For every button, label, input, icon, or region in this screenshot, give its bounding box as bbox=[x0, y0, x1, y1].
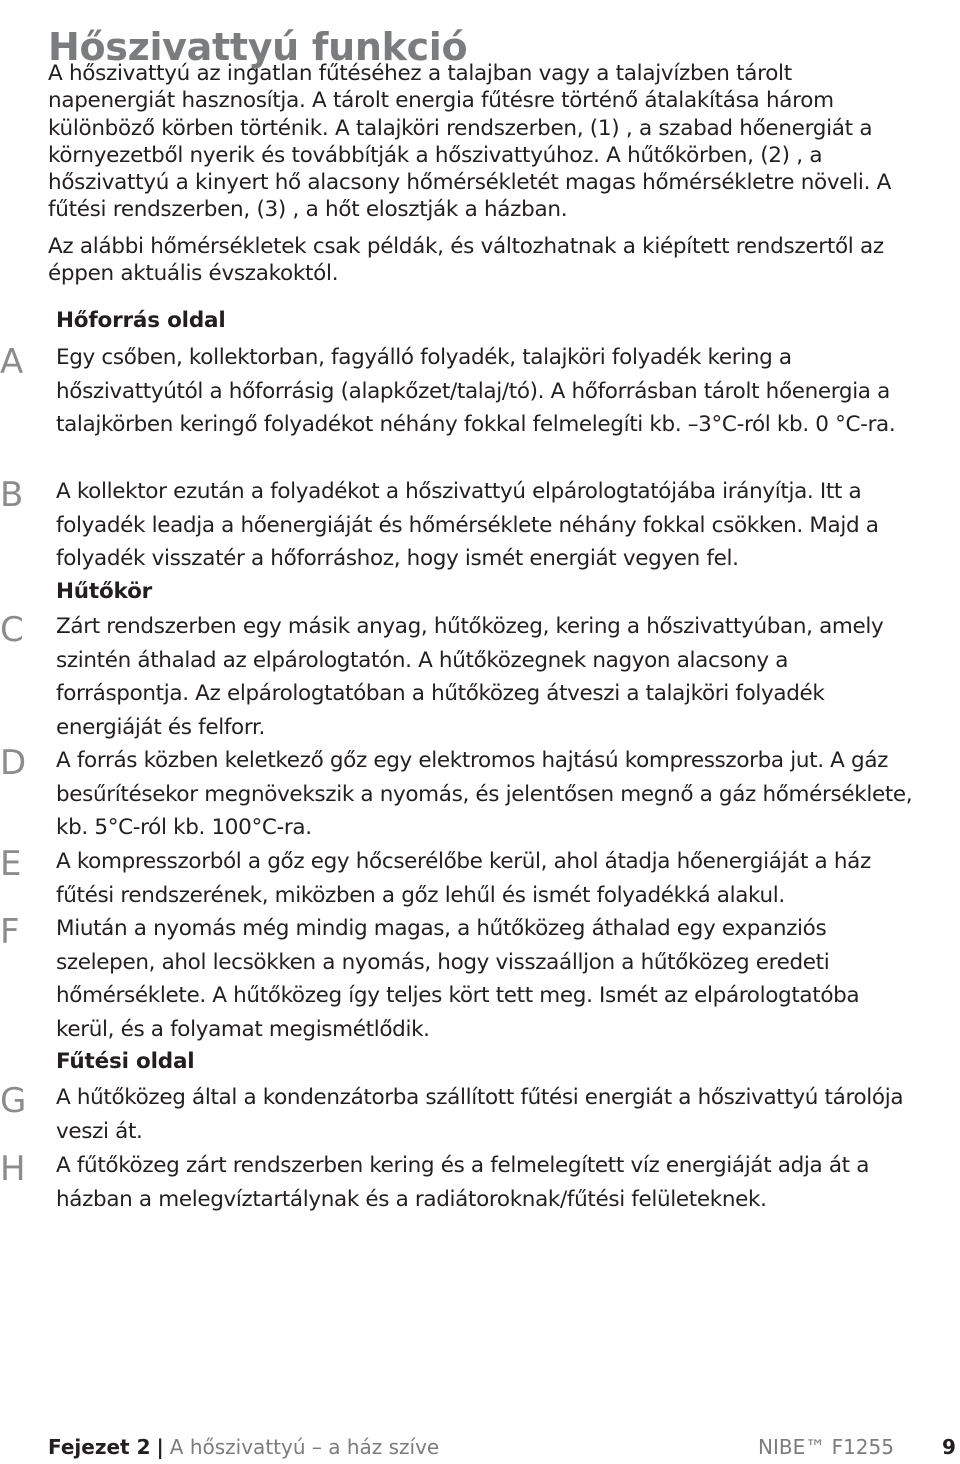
step-letter-a: A bbox=[0, 342, 24, 382]
step-text-g: A hűtőközeg által a kondenzátorba szállított fűtési energiát a hőszivattyú tárolója veszi át. bbox=[56, 1085, 904, 1144]
footer-product: NIBE™ F1255 bbox=[758, 1435, 894, 1459]
step-letter-e: E bbox=[0, 844, 22, 884]
section-title-heat-source: Hőforrás oldal bbox=[56, 308, 226, 333]
step-text-d: A forrás közben keletkező gőz egy elektromos hajtású kompresszorba jut. A gáz besűrítésekor megnövekszik a nyomás, és jelentősen megnő a gáz hőmérséklete, kb. 5°C-ról kb. 100°C-ra. bbox=[56, 748, 913, 840]
section-title-refrigerant: Hűtőkör bbox=[56, 579, 153, 604]
footer-chapter: Fejezet 2 bbox=[48, 1435, 151, 1459]
step-text-e: A kompresszorból a gőz egy hőcserélőbe kerül, ahol átadja hőenergiáját a ház fűtési rendszerének, miközben a gőz lehűl és ismét folyadékká alakul. bbox=[56, 849, 871, 908]
intro-paragraph: Az alábbi hőmérsékletek csak példák, és változhatnak a kiépített rendszertől az éppen aktuális évszakoktól. bbox=[48, 233, 884, 287]
page-footer bbox=[48, 1433, 960, 1463]
footer-subtitle: A hőszivattyú – a ház szíve bbox=[169, 1435, 440, 1459]
section-heat-source bbox=[56, 304, 912, 338]
page-title: Hőszivattyú funkció bbox=[48, 25, 468, 70]
intro bbox=[48, 60, 898, 296]
step-letter-c: C bbox=[0, 610, 24, 650]
intro-paragraph: A hőszivattyú az ingatlan fűtéséhez a talajban vagy a talajvízben tárolt napenergiát hasznosítja. A tárolt energia fűtésre történő átalakítása három különböző körben történik. A talajköri rendszerben, (1) , a szabad hőenergiát a környezetből nyerik és továbbítják a hőszivattyúhoz. A hűtőkörben, (2) , a hőszivattyú a kinyert hő alacsony hőmérsékletét magas hőmérsékletre növeli. A fűtési rendszerben, (3) , a hőt elosztják a házban. bbox=[48, 61, 892, 223]
step-text-c: Zárt rendszerben egy másik anyag, hűtőközeg, kering a hőszivattyúban, amely szintén áthalad az elpárologtatón. A hűtőközegnek nagyon alacsony a forráspontja. Az elpárologtatóban a hűtőközeg átveszi a talajköri folyadék energiáját és felforr. bbox=[56, 614, 884, 740]
section-title-heating: Fűtési oldal bbox=[56, 1049, 195, 1074]
section-refrigerant bbox=[56, 575, 912, 609]
step-text-h: A fűtőközeg zárt rendszerben kering és a felmelegített víz energiáját adja át a házban a melegvíztartálynak és a radiátoroknak/fűtési felületeknek. bbox=[56, 1153, 870, 1212]
footer-page-number: 9 bbox=[942, 1435, 956, 1459]
footer-separator: | bbox=[156, 1435, 164, 1459]
footer-left bbox=[48, 1433, 439, 1461]
step-text-a: Egy csőben, kollektorban, fagyálló folyadék, talajköri folyadék kering a hőszivattyútól a hőforrásig (alapkőzet/talaj/tó). A hőforrásban tárolt hőenergia a talajkörben keringő folyadékot néhány fokkal felmelegíti kb. –3°C-ról kb. 0 °C-ra. bbox=[56, 345, 896, 437]
step-text-b: A kollektor ezután a folyadékot a hőszivattyú elpárologtatójába irányítja. Itt a folyadék leadja a hőenergiáját és hőmérséklete néhány fokkal csökken. Majd a folyadék visszatér a hőforráshoz, hogy ismét energiát vegyen fel. bbox=[56, 479, 879, 571]
step-letter-b: B bbox=[0, 475, 24, 515]
step-letter-f: F bbox=[0, 912, 20, 952]
section-heating bbox=[56, 1045, 912, 1079]
step-letter-g: G bbox=[0, 1081, 27, 1121]
step-text-f: Miután a nyomás még mindig magas, a hűtőközeg áthalad egy expanziós szelepen, ahol lecsökken a nyomás, hogy visszaálljon a hűtőközeg eredeti hőmérséklete. A hűtőközeg így teljes kört tett meg. Ismét az elpárologtatóba kerül, és a folyamat megismétlődik. bbox=[56, 916, 860, 1042]
step-letter-d: D bbox=[0, 743, 27, 783]
step-letter-h: H bbox=[0, 1149, 26, 1189]
